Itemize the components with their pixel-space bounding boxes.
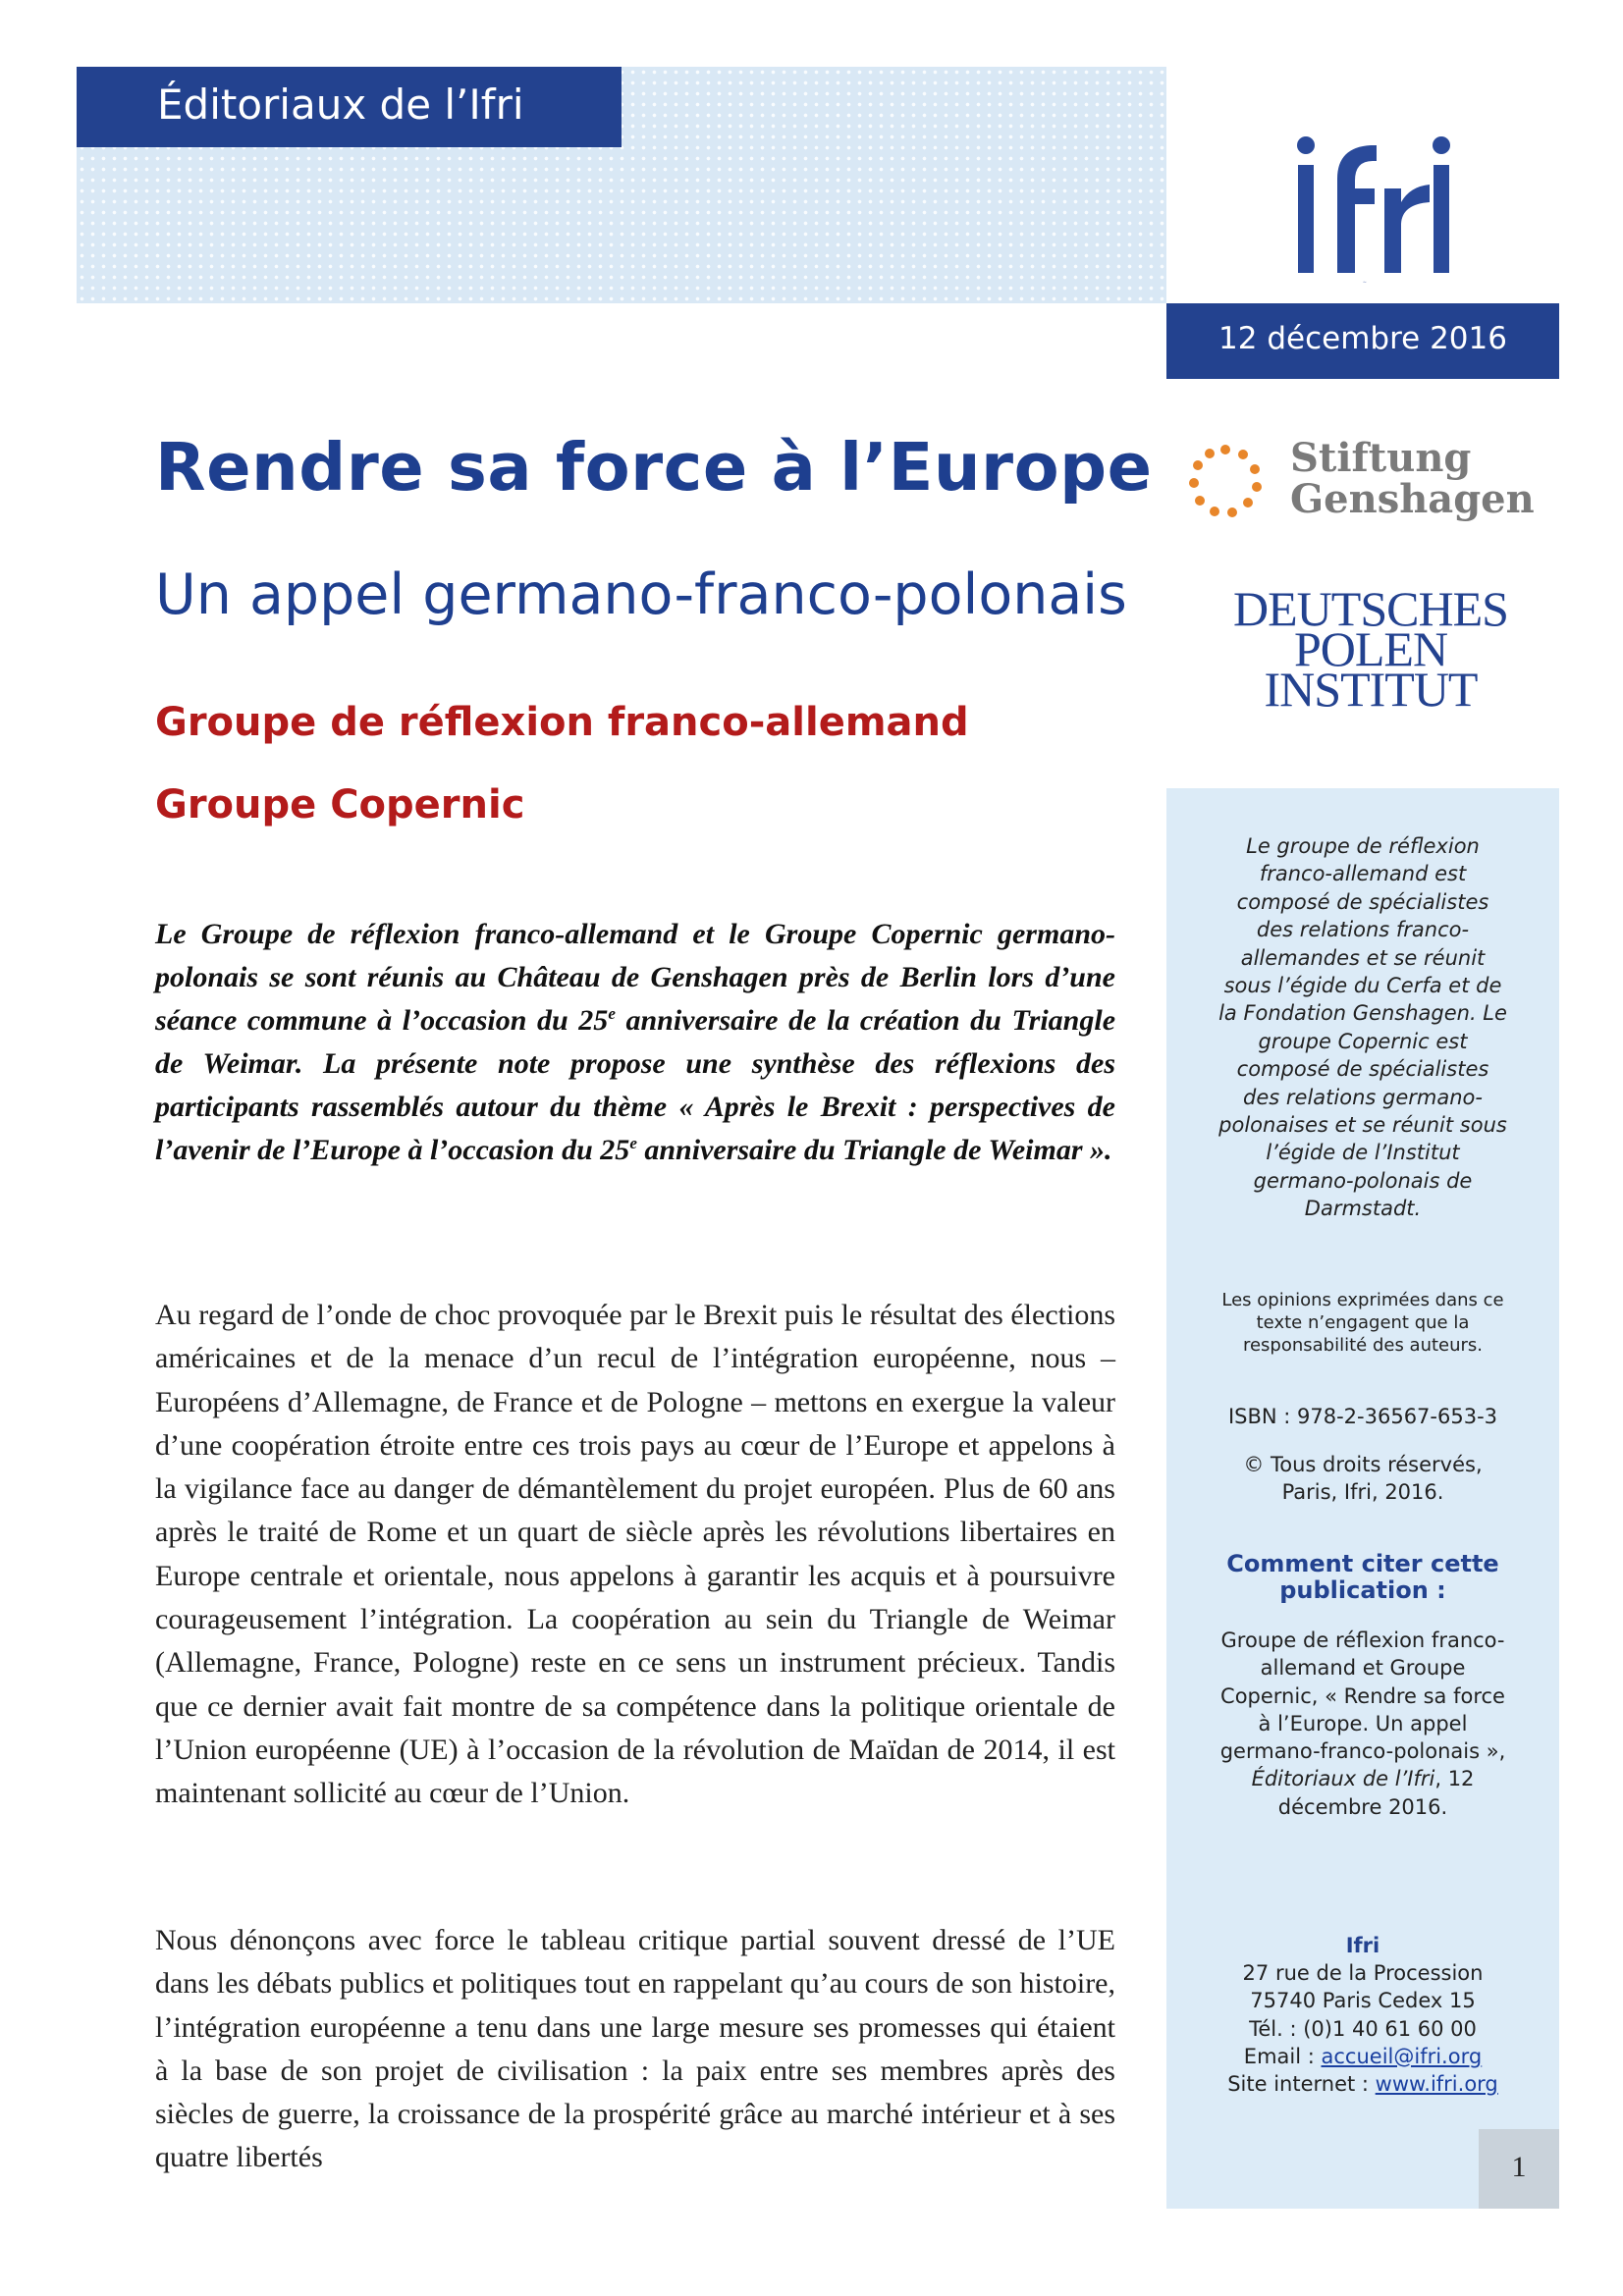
contact-site-row: Site internet : www.ifri.org [1227,2072,1498,2097]
body-paragraph-1: Au regard de l’onde de choc provoquée par le Brexit puis le résultat des élections américaines et de la menace d’un recul de l’intégration européenne, nous – Européens d’Allemagne, de France et de Pologne – mettons en exergue la valeur d’une coopération étroite entre ces trois pays au cœur de l’Europe et appelons à la vigilance face au danger de démantèlement du projet européen. Plus de 60 ans après le traité de Rome et un quart de siècle après les révolutions libertaires en Europe centrale et orientale, nous appelons à garantir les acquis et à poursuivre courageusement l’intégration. La coopération au sein du Triangle de Weimar (Allemagne, France, Pologne) reste en ce sens un instrument précieux. Tandis que ce dernier avait fait montre de sa compétence dans la politique orientale de l’Union européenne (UE) à l’occasion de la révolution de Maïdan de 2014, il est maintenant sollicité au cœur de l’Union. [155,1299,1115,1810]
citation-heading: Comment citer cette publication : [1226,1550,1499,1604]
contact-site-link[interactable]: www.ifri.org [1375,2072,1498,2097]
series-banner [77,67,622,147]
stiftung-genshagen-logo [1186,432,1540,530]
contact-org: Ifri [1345,1934,1380,1957]
contact-address-2: 75740 Paris Cedex 15 [1250,1989,1476,2013]
date-banner [1166,303,1559,379]
contact-email-row: Email : accueil@ifri.org [1243,2044,1483,2068]
svg-text:ifri: ifri [1363,282,1367,284]
contact-address-1: 27 rue de la Procession [1242,1961,1484,1986]
article-subtitle: Un appel germano-franco-polonais [155,562,1127,627]
body-paragraph-2: Nous dénonçons avec force le tableau critique partial souvent dressé de l’UE dans les débats publics et politiques tout en rappelant qu’au cours de son histoire, l’intégration européenne a tenu dans une large mesure ses promesses qui étaient à la base de son projet de civilisation : la paix entre ses membres après des siècles de guerre, la croissance de la prospérité grâce au marché intérieur et à ses quatre libertés [155,1924,1115,2174]
citation-text: Groupe de réflexion franco-allemand et Groupe Copernic, « Rendre sa force à l’Europe. Un appel germano-franco-polonais », Éditoriaux de l’Ifri, 12 décembre 2016. [1219,1629,1506,1819]
ifri-logo-icon [1276,118,1453,285]
article-title: Rendre sa force à l’Europe [155,429,1153,506]
contact-email-link[interactable]: accueil@ifri.org [1321,2044,1483,2068]
stiftung-dots-icon [1186,442,1265,520]
sidebar-disclaimer: Les opinions exprimées dans ce texte n’engagent que la responsabilité des auteurs. [1221,1290,1504,1356]
deutsches-polen-institut-logo: DEUTSCHES POLEN INSTITUT [1233,581,1508,717]
author-group-2: Groupe Copernic [155,782,525,828]
sidebar-description: Le groupe de réflexion franco-allemand est composé de spécialistes des relations franco-allemandes et se réunit sous l’égide du Cerfa et de la Fondation Genshagen. Le groupe Copernic est composé de spécialistes des relations germano-polonaises et se réunit sous l’égide de l’Institut germano-polonais de Darmstadt. [1218,834,1507,1221]
stiftung-name: Stiftung Genshagen [1290,435,1535,522]
sidebar-rights: © Tous droits réservés, Paris, Ifri, 2016. [1243,1453,1483,1504]
publication-date: 12 décembre 2016 [1218,321,1507,356]
article-abstract: Le Groupe de réflexion franco-allemand et le Groupe Copernic germano-polonais se sont réunis au Château de Genshagen près de Berlin lors d’une séance commune à l’occasion du 25e anniversaire de la création du Triangle de Weimar. La présente note propose une synthèse des réflexions des participants rassemblés autour du thème « Après le Brexit : perspectives de l’avenir de l’Europe à l’occasion du 25e anniversaire du Triangle de Weimar ». [155,918,1116,1166]
contact-block [1198,1932,1528,2098]
author-group-1: Groupe de réflexion franco-allemand [155,700,969,745]
contact-phone: Tél. : (0)1 40 61 60 00 [1249,2016,1477,2041]
page-number: 1 [1511,2151,1527,2183]
page-number-box [1479,2129,1559,2209]
sidebar-isbn: ISBN : 978-2-36567-653-3 [1227,1405,1498,1428]
series-title: Éditoriaux de l’Ifri [157,80,524,129]
